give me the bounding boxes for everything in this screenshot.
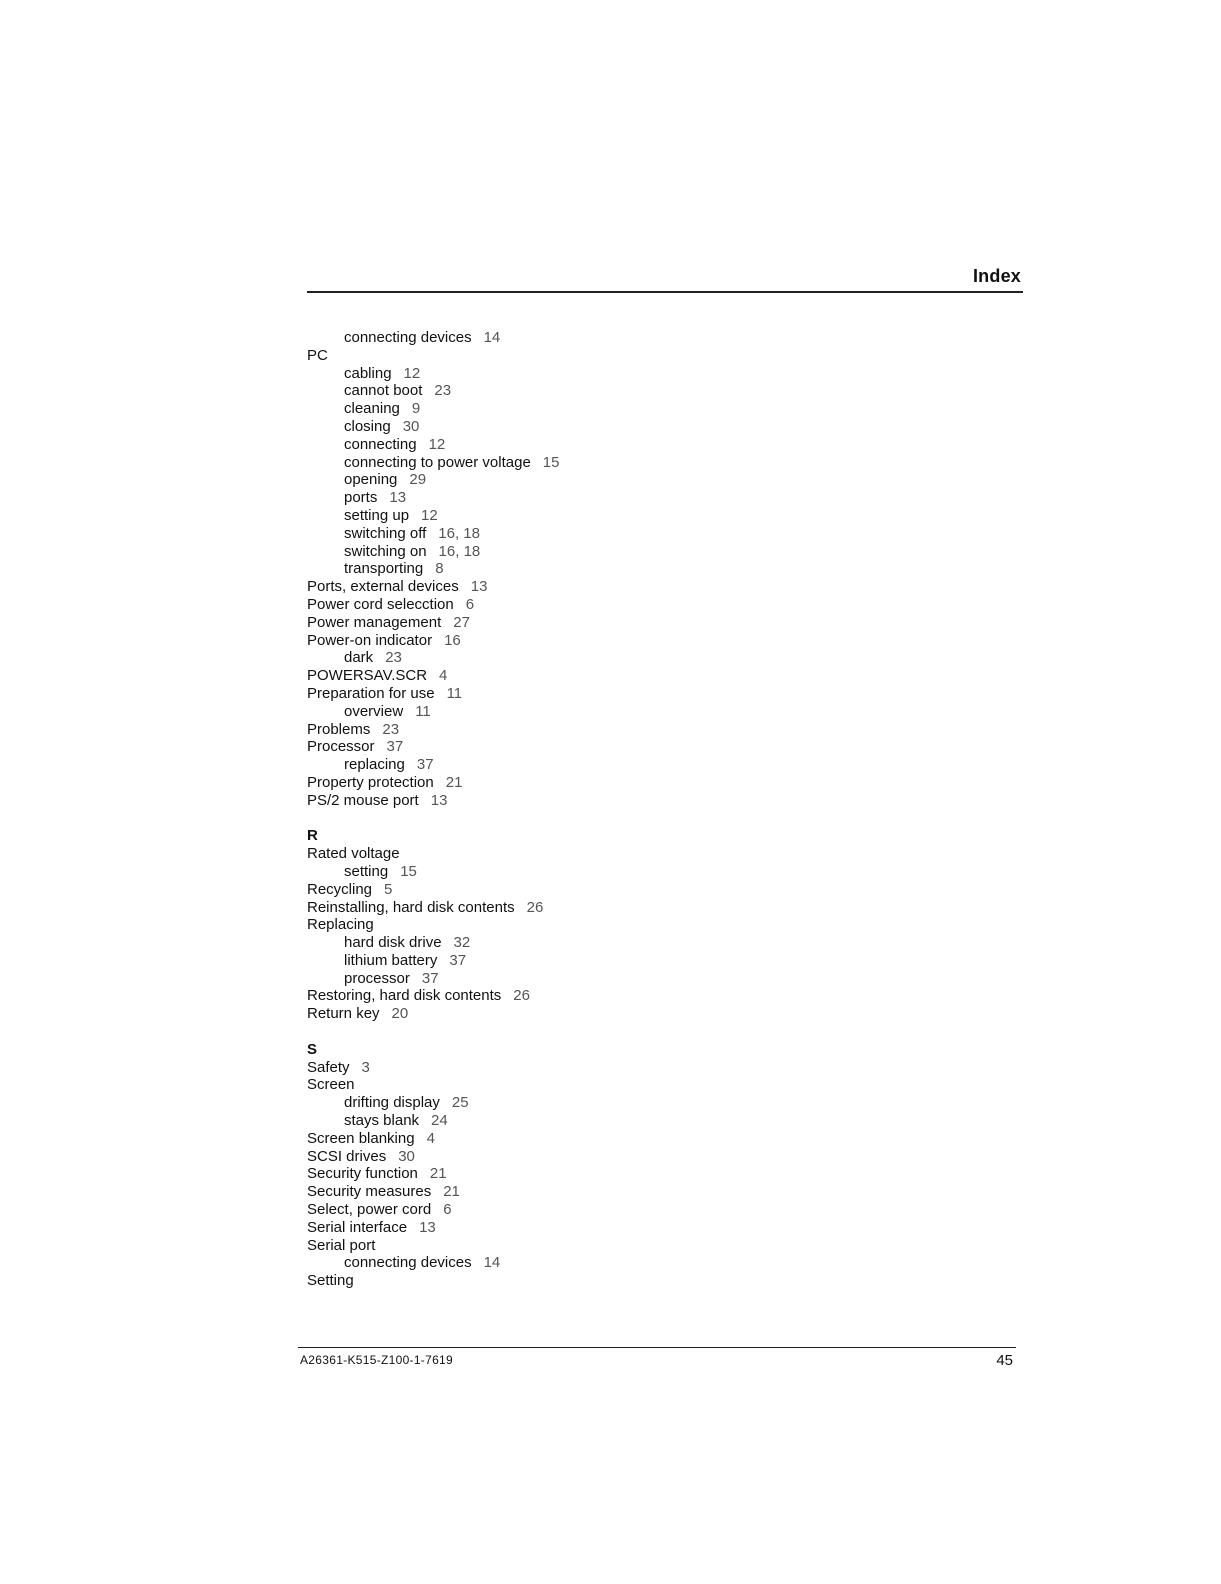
index-subentry <box>307 382 907 400</box>
index-term: opening <box>344 471 398 489</box>
index-page-ref: 13 <box>470 578 488 596</box>
index-entry <box>307 1059 907 1077</box>
header-rule <box>307 291 1023 293</box>
index-term: Power cord selecction <box>307 595 454 613</box>
index-subentry <box>307 454 907 472</box>
index-entry <box>307 881 907 899</box>
index-subentry <box>307 1112 907 1130</box>
index-subentry <box>307 329 907 347</box>
index-page-ref: 23 <box>385 649 402 667</box>
index-subentry <box>307 471 907 489</box>
index-page-ref: 12 <box>421 506 438 524</box>
index-page-ref: 26 <box>513 987 530 1005</box>
index-entry <box>307 792 907 810</box>
index-entry <box>307 1201 907 1219</box>
index-entry <box>307 845 907 863</box>
index-term: Recycling <box>307 880 373 898</box>
index-term: Power-on indicator <box>307 631 433 649</box>
index-page-ref: 26 <box>526 898 544 916</box>
section-gap <box>307 1023 907 1041</box>
index-entry <box>307 596 907 614</box>
index-term: Screen <box>307 1076 355 1094</box>
index-page-ref: 23 <box>382 720 400 738</box>
index-term: Safety <box>307 1058 350 1076</box>
index-subentry <box>307 489 907 507</box>
index-term: SCSI drives <box>307 1147 387 1165</box>
index-term: Screen blanking <box>307 1129 415 1147</box>
index-entry <box>307 1005 907 1023</box>
index-term: lithium battery <box>344 951 438 969</box>
index-term: overview <box>344 702 404 720</box>
index-term: Property protection <box>307 773 434 791</box>
index-entry <box>307 1130 907 1148</box>
index-term: connecting devices <box>344 329 472 346</box>
index-entry <box>307 1165 907 1183</box>
index-page-ref: 29 <box>409 471 427 489</box>
index-page-ref: 12 <box>403 364 421 382</box>
index-page-ref: 24 <box>431 1112 448 1130</box>
index-term: transporting <box>344 560 424 578</box>
index-page-ref: 15 <box>542 453 560 471</box>
index-list <box>307 329 907 1290</box>
index-term: Return key <box>307 1005 380 1023</box>
index-entry <box>307 721 907 739</box>
index-page-ref: 15 <box>400 862 417 880</box>
index-page-ref: 11 <box>446 684 463 702</box>
index-page-ref: 27 <box>453 613 470 631</box>
index-entry <box>307 1148 907 1166</box>
index-entry <box>307 1076 907 1094</box>
index-page-ref: 6 <box>443 1201 452 1219</box>
index-entry <box>307 347 907 365</box>
index-page-ref: 4 <box>439 667 448 685</box>
index-page-ref: 9 <box>411 400 421 418</box>
index-term: replacing <box>344 756 405 774</box>
index-term: Reinstalling, hard disk contents <box>307 898 515 916</box>
index-entry <box>307 916 907 934</box>
index-term: Serial port <box>307 1236 376 1254</box>
index-subentry <box>307 934 907 952</box>
index-page-ref: 37 <box>449 951 467 969</box>
index-term: setting <box>344 862 389 880</box>
index-term: hard disk drive <box>344 934 442 952</box>
index-page-ref: 5 <box>384 880 393 898</box>
index-entry <box>307 899 907 917</box>
index-entry <box>307 685 907 703</box>
index-entry <box>307 614 907 632</box>
index-page-ref: 21 <box>443 1183 460 1201</box>
index-term: PC <box>307 346 328 364</box>
index-entry <box>307 738 907 756</box>
index-page-ref: 12 <box>428 435 446 453</box>
index-entry <box>307 774 907 792</box>
index-subentry <box>307 400 907 418</box>
section-letter-text: S <box>307 1040 318 1058</box>
index-term: Security function <box>307 1165 418 1183</box>
index-term: Select, power cord <box>307 1201 432 1219</box>
index-subentry <box>307 1254 907 1272</box>
index-entry <box>307 667 907 685</box>
index-page-ref: 8 <box>435 560 444 578</box>
index-subentry <box>307 418 907 436</box>
index-term: Preparation for use <box>307 684 435 702</box>
index-subentry <box>307 525 907 543</box>
index-page-ref: 21 <box>445 773 463 791</box>
index-term: setting up <box>344 506 410 524</box>
index-page-ref: 13 <box>419 1218 436 1236</box>
index-page-ref: 11 <box>415 702 431 720</box>
index-term: connecting devices <box>344 1254 472 1272</box>
index-term: cannot boot <box>344 382 423 400</box>
footer-rule <box>298 1347 1016 1348</box>
index-term: PS/2 mouse port <box>307 791 419 809</box>
index-entry <box>307 632 907 650</box>
index-page-ref: 16 <box>444 631 461 649</box>
index-term: Replacing <box>307 916 374 934</box>
index-term: processor <box>344 969 410 987</box>
page-title: Index <box>972 266 1021 286</box>
index-subentry <box>307 365 907 383</box>
index-subentry <box>307 649 907 667</box>
index-subentry <box>307 970 907 988</box>
index-page-ref: 3 <box>361 1058 370 1076</box>
index-term: switching on <box>344 542 427 560</box>
index-page-ref: 37 <box>421 969 439 987</box>
index-term: cleaning <box>344 400 400 418</box>
index-entry <box>307 1237 907 1255</box>
index-entry <box>307 578 907 596</box>
index-subentry <box>307 1094 907 1112</box>
index-term: Serial interface <box>307 1218 408 1236</box>
index-subentry <box>307 703 907 721</box>
index-term: switching off <box>344 524 427 542</box>
index-term: ports <box>344 489 378 507</box>
index-term: Processor <box>307 738 375 756</box>
section-letter <box>307 1041 907 1059</box>
index-page-ref: 37 <box>416 756 434 774</box>
section-gap <box>307 810 907 828</box>
index-term: stays blank <box>344 1112 420 1130</box>
index-page-ref: 30 <box>402 417 420 435</box>
index-page-ref: 21 <box>429 1165 447 1183</box>
index-term: closing <box>344 417 391 435</box>
index-term: POWERSAV.SCR <box>307 667 428 685</box>
index-term: Setting <box>307 1272 354 1290</box>
page-number: 45 <box>996 1352 1013 1369</box>
document-number: A26361-K515-Z100-1-7619 <box>300 1353 454 1367</box>
index-entry <box>307 1219 907 1237</box>
index-page-ref: 16, 18 <box>438 542 481 560</box>
index-page-ref: 23 <box>434 382 452 400</box>
index-page-ref: 37 <box>386 738 404 756</box>
index-page-ref: 14 <box>483 329 501 346</box>
index-term: Problems <box>307 720 371 738</box>
index-term: connecting <box>344 435 417 453</box>
index-term: Ports, external devices <box>307 578 459 596</box>
index-term: Restoring, hard disk contents <box>307 987 502 1005</box>
index-term: dark <box>344 649 374 667</box>
index-page-ref: 20 <box>391 1005 409 1023</box>
index-subentry <box>307 560 907 578</box>
index-entry <box>307 987 907 1005</box>
index-entry <box>307 1183 907 1201</box>
section-letter-text: R <box>307 827 318 845</box>
index-page-ref: 14 <box>483 1254 501 1272</box>
index-term: Rated voltage <box>307 845 400 863</box>
index-page-ref: 13 <box>389 489 407 507</box>
index-subentry <box>307 756 907 774</box>
index-page-ref: 25 <box>451 1094 469 1112</box>
index-page-ref: 13 <box>430 791 448 809</box>
index-term: Power management <box>307 613 442 631</box>
section-letter <box>307 827 907 845</box>
index-term: cabling <box>344 364 392 382</box>
index-page-ref: 16, 18 <box>438 524 480 542</box>
index-subentry <box>307 543 907 561</box>
index-term: Security measures <box>307 1183 432 1201</box>
index-entry <box>307 1272 907 1290</box>
index-subentry <box>307 507 907 525</box>
index-subentry <box>307 436 907 454</box>
index-page-ref: 30 <box>398 1147 415 1165</box>
index-page-ref: 6 <box>465 595 475 613</box>
index-subentry <box>307 863 907 881</box>
index-page-ref: 4 <box>426 1129 435 1147</box>
index-page-ref: 32 <box>453 934 471 952</box>
index-term: drifting display <box>344 1094 440 1112</box>
index-subentry <box>307 952 907 970</box>
index-term: connecting to power voltage <box>344 453 531 471</box>
